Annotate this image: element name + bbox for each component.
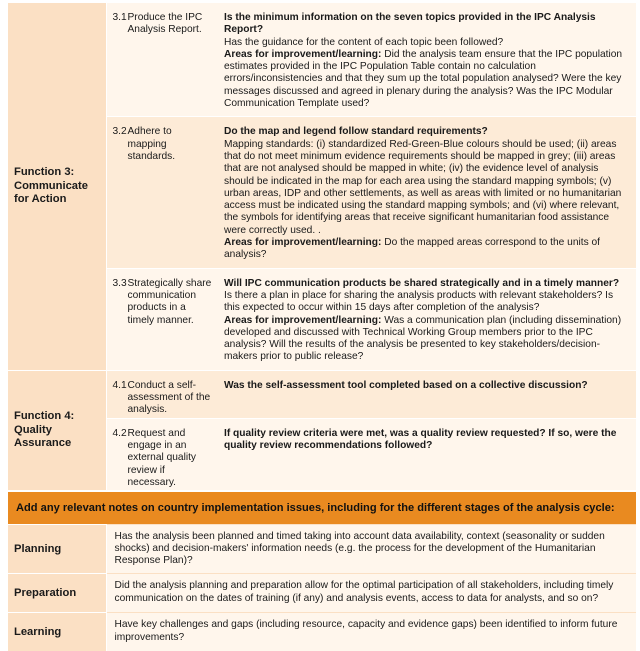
sub-function-label xyxy=(106,117,216,268)
sub-function-number: 3.3 xyxy=(112,277,127,289)
sub-function-text: Produce the IPC Analysis Report. xyxy=(127,12,203,36)
areas-text: Was a communication plan (including dissemination) developed and discussed with Technical Working Group members prior to the IPC analysis? Will the results of the analysis be presented to key stakeholders/decision-makers prior to public release? xyxy=(224,314,622,363)
table-row xyxy=(8,370,636,418)
sub-function-label xyxy=(106,370,216,418)
question-heading: Is the minimum information on the seven topics provided in the IPC Analysis Report? xyxy=(224,12,596,36)
function-3-label: Function 3: Communicate for Action xyxy=(8,3,106,370)
sub-function-number: 3.1 xyxy=(112,12,127,23)
question-cell xyxy=(216,370,636,418)
question-heading: Do the map and legend follow standard requirements? xyxy=(224,126,488,138)
question-cell xyxy=(216,268,636,370)
sub-function-text: Adhere to mapping standards. xyxy=(127,126,176,162)
stage-planning-text: Has the analysis been planned and timed taking into account data availability, context (seasonality or sudden shocks) and decision-makers' information needs (e.g. the process for the development of the Humanitarian Response Plan)? xyxy=(106,524,636,574)
sub-function-label xyxy=(106,3,216,117)
stage-preparation-label: Preparation xyxy=(8,574,106,613)
function-4-label: Function 4: Quality Assurance xyxy=(8,370,106,491)
question-detail: Mapping standards: (i) standardized Red-Green-Blue colours should be used; (ii) areas that do not meet minimum evidence requirements should be mapped in grey; (iii) areas that are not analysed should be mapped in white; (iv) the evidence level of analysis should be indicated in the map for each area using the standard mapping symbols; (v) urban areas, IDP and other settlements, as well as areas with limited or no humanitarian access must be indicated using the standard mapping symbols; and (vi) where relevant, the symbols for identifying areas that receive significant humanitarian food assistance were correctly used. . xyxy=(224,138,622,236)
stage-learning-label: Learning xyxy=(8,613,106,651)
areas-text: Did the analysis team ensure that the IPC population estimates provided in the IPC Population Table contain no calculation errors/inconsistencies and that they sum up the total population analysed? Were the key messages discussed and agreed in plenary during the analysis? Was the IPC Modular Communication Template used? xyxy=(224,48,623,110)
sub-function-number: 4.2 xyxy=(112,427,127,439)
sub-function-number: 3.2 xyxy=(112,126,127,138)
areas-label: Areas for improvement/learning: xyxy=(224,314,382,326)
areas-label: Areas for improvement/learning: xyxy=(224,48,382,60)
stage-planning-label: Planning xyxy=(8,524,106,574)
sub-function-label xyxy=(106,268,216,370)
question-cell xyxy=(216,117,636,268)
question-detail: Has the guidance for the content of each topic been followed? xyxy=(224,36,504,48)
question-heading: If quality review criteria were met, was a quality review requested? If so, were the quality review recommendations followed? xyxy=(224,427,617,452)
sub-function-text: Request and engage in an external quality review if necessary. xyxy=(127,427,197,488)
areas-block xyxy=(224,237,630,262)
question-heading: Was the self-assessment tool completed based on a collective discussion? xyxy=(224,379,588,391)
question-heading: Will IPC communication products be shared strategically and in a timely manner? xyxy=(224,277,620,289)
table-row xyxy=(8,524,636,574)
table-row xyxy=(8,574,636,613)
areas-text: Do the mapped areas correspond to the units of analysis? xyxy=(224,237,601,261)
table-row xyxy=(8,613,636,651)
areas-block xyxy=(224,49,630,110)
question-detail: Is there a plan in place for sharing the analysis products with relevant stakeholders? Is this expected to occur within 15 days after completion of the analysis? xyxy=(224,289,614,314)
sub-function-text: Conduct a self-assessment of the analysis. xyxy=(127,379,211,416)
notes-banner: Add any relevant notes on country implementation issues, including for the different stages of the analysis cycle: xyxy=(8,491,636,524)
question-cell xyxy=(216,418,636,491)
areas-block xyxy=(224,315,630,364)
sub-function-number: 4.1 xyxy=(112,379,127,391)
stage-learning-text: Have key challenges and gaps (including resource, capacity and evidence gaps) been identified to inform future improvements? xyxy=(106,613,636,651)
stage-preparation-text: Did the analysis planning and preparation allow for the optimal participation of all stakeholders, including timely communication on the dates of training (if any) and analysis events, access to data for analysts, and so on? xyxy=(106,574,636,613)
checklist-table xyxy=(8,3,636,651)
sub-function-text: Strategically share communication products in a timely manner. xyxy=(127,277,212,326)
question-cell xyxy=(216,3,636,117)
table-row xyxy=(8,3,636,117)
sub-function-label xyxy=(106,418,216,491)
table-row xyxy=(8,491,636,524)
areas-label: Areas for improvement/learning: xyxy=(224,237,382,249)
